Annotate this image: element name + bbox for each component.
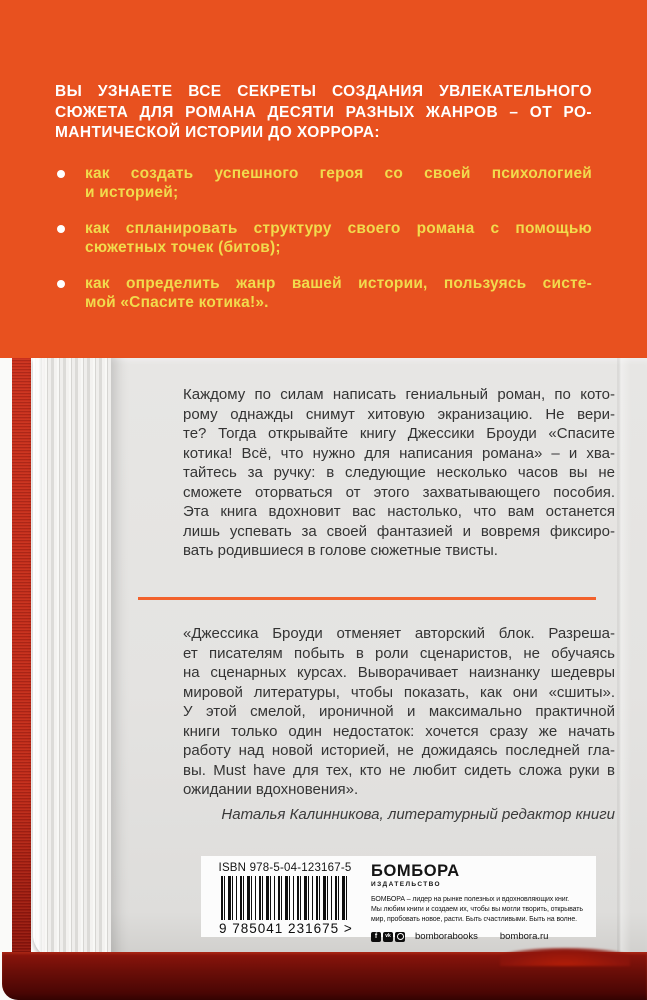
banner-heading: [55, 82, 592, 144]
quote-attribution: Наталья Калинникова, литературный редактор книги: [221, 806, 615, 823]
bullet-list: [55, 164, 592, 329]
text-line: сможете оторваться от этого захватывающего пособия.: [183, 483, 615, 501]
annotation-paragraph: [183, 385, 615, 561]
text-line: БОМБОРА – лидер на рынке полезных и вдохновляющих книг.: [371, 896, 570, 903]
text-line: Эта книга вдохновит вас настолько, что вам останется: [183, 503, 615, 520]
text-line: как определить жанр вашей истории, пользуясь систе-: [85, 275, 592, 292]
bullet-item: [55, 219, 592, 257]
text-line: на сценарных курсах. Выворачивает наизнанку шедевры: [183, 664, 615, 681]
quote-paragraph: [183, 624, 615, 800]
text-line: книги только один недостаток: хочется сразу же начать: [183, 722, 615, 740]
vk-icon: vk: [383, 932, 393, 942]
bullet-dot-icon: [57, 170, 65, 178]
text-line: Каждому по силам написать гениальный роман, по кото-: [183, 386, 615, 403]
text-line: работу над новой историей, не дожидаясь последней гла-: [183, 742, 615, 759]
text-line: Мы любим книги и создаем их, чтобы вы могли творить, открывать: [371, 906, 583, 913]
site-url: bombora.ru: [499, 931, 549, 942]
page-edges: [33, 358, 111, 960]
text-line: тайтесь за ручку: в следующие несколько часов вы не: [183, 464, 615, 481]
bullet-text: [85, 164, 592, 202]
text-line: как создать успешного героя со своей психологией: [85, 165, 592, 182]
text-line: мой «Спасите котика!».: [85, 294, 269, 311]
social-handle: bomborabooks: [415, 931, 478, 942]
text-line: котика! Всё, что нужно для написания романа» – и хва-: [183, 444, 615, 462]
bullet-item: [55, 274, 592, 312]
page-crease: [617, 358, 647, 960]
publisher-subtitle: ИЗДАТЕЛЬСТВО: [371, 881, 442, 888]
book-spine: [12, 358, 31, 970]
top-banner: [0, 0, 647, 358]
instagram-icon: [395, 932, 405, 942]
facebook-icon: f: [371, 932, 381, 942]
text-line: те? Тогда открывайте книгу Джессики Броуди «Спасите: [183, 425, 615, 442]
text-line: ВЫ УЗНАЕТЕ ВСЕ СЕКРЕТЫ СОЗДАНИЯ УВЛЕКАТЕЛЬНОГО: [55, 83, 592, 100]
publisher-column: [371, 863, 589, 942]
isbn-label: ISBN 978-5-04-123167-5: [218, 862, 352, 874]
text-line: лишь успевать за своей фантазией и вовремя фиксиро-: [183, 522, 615, 540]
text-line: вать родившиеся в голове сюжетные твисты.: [183, 542, 498, 559]
page-block: [33, 358, 647, 960]
bullet-text: [85, 274, 592, 312]
text-line: и историей;: [85, 184, 179, 201]
bullet-dot-icon: [57, 225, 65, 233]
cover-fold-highlight: [500, 948, 630, 966]
text-line: мир, пробовать новое, расти. Быть счастливыми. Быть на волне.: [371, 916, 578, 923]
text-line: сюжетных точек (битов);: [85, 239, 281, 256]
publisher-blurb: [371, 895, 589, 925]
text-line: рому однажды снимут хитовую экранизацию. Не вери-: [183, 405, 615, 423]
bullet-item: [55, 164, 592, 202]
text-line: «Джессика Броуди отменяет авторский блок. Разреша-: [183, 625, 615, 642]
bullet-dot-icon: [57, 280, 65, 288]
barcode-digits: 9 785041 231675 >: [219, 921, 353, 936]
text-line: МАНТИЧЕСКОЙ ИСТОРИИ ДО ХОРРОРА:: [55, 124, 380, 141]
text-line: У этой смелой, ироничной и максимально практичной: [183, 703, 615, 720]
text-line: вы. Must have для тех, кто не любит сидеть сложа руки в: [183, 761, 615, 779]
text-line: как спланировать структуру своего романа с помощью: [85, 220, 592, 237]
divider-line: [138, 597, 596, 600]
social-row: [371, 931, 589, 942]
barcode-column: [217, 862, 353, 938]
barcode: [221, 876, 349, 920]
text-line: ожидании вдохновения».: [183, 781, 359, 798]
isbn-box: [201, 856, 596, 942]
publisher-logo: БОМБОРА: [371, 862, 460, 880]
text-line: мировой литературы, чтобы показать, как они «сшиты».: [183, 683, 615, 701]
book-photo: [0, 358, 647, 1000]
bullet-text: [85, 219, 592, 257]
text-line: СЮЖЕТА ДЛЯ РОМАНА ДЕСЯТИ РАЗНЫХ ЖАНРОВ – ОТ РО-: [55, 103, 592, 121]
text-line: ет писателям побыть в роли сценаристов, не обучаясь: [183, 644, 615, 662]
